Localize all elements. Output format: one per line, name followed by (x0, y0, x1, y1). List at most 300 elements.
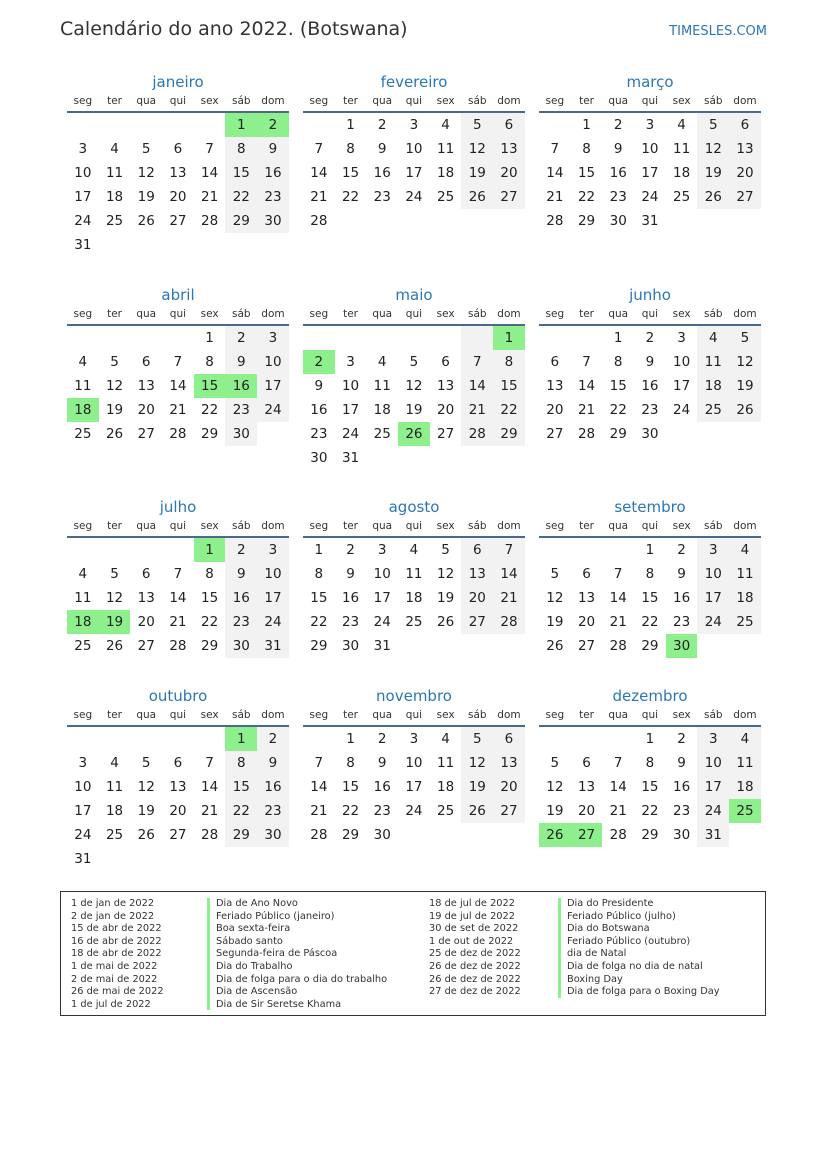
day-cell: 6 (550, 354, 560, 370)
day-cell: 24 (405, 803, 423, 819)
day-cell: 19 (137, 803, 155, 819)
weekday-label: qui (169, 520, 187, 532)
day-cell: 18 (697, 374, 729, 398)
weekday-label: sex (200, 520, 219, 532)
day-cell: 2 (225, 326, 257, 350)
day-cell: 29 (577, 213, 596, 229)
empty-cell (493, 209, 525, 233)
day-cell: 5 (141, 755, 151, 771)
day-cell: 1 (346, 117, 355, 133)
day-cell: 14 (201, 165, 219, 181)
weekday-label: sáb (467, 709, 487, 721)
day-cell: 9 (377, 141, 387, 157)
empty-cell (430, 326, 462, 350)
weekday-label: qua (372, 520, 393, 532)
day-cell: 8 (613, 354, 623, 370)
day-cell: 29 (201, 638, 219, 654)
day-cell: 5 (110, 566, 119, 582)
day-cell: 12 (437, 566, 455, 582)
day-cell: 16 (341, 590, 360, 606)
day-cell: 24 (373, 614, 391, 630)
day-cell: 23 (641, 402, 659, 418)
empty-cell (539, 326, 571, 350)
day-grid (303, 538, 525, 658)
weekday-label: qui (405, 709, 423, 721)
day-grid (539, 326, 761, 446)
weekday-label: sex (436, 95, 455, 107)
day-cell: 17 (257, 586, 289, 610)
day-cell: 3 (645, 117, 655, 133)
month-name: abril (161, 286, 195, 304)
day-cell: 20 (169, 803, 187, 819)
weekday-label: ter (579, 520, 594, 532)
empty-cell (194, 233, 226, 257)
day-cell: 10 (341, 378, 360, 394)
month-maio (303, 286, 525, 470)
legend-date: 25 de dez de 2022 (429, 948, 521, 960)
weekday-label: qui (169, 95, 187, 107)
weekday-label: sex (436, 520, 455, 532)
day-cell: 13 (577, 590, 596, 606)
empty-cell (335, 326, 367, 350)
day-cell: 26 (539, 823, 571, 847)
weekday-label: sáb (703, 520, 723, 532)
day-cell: 12 (546, 779, 564, 795)
day-cell: 29 (310, 638, 328, 654)
day-cell: 6 (582, 755, 591, 771)
day-cell: 24 (74, 213, 92, 229)
empty-cell (67, 326, 99, 350)
weekday-label: seg (73, 308, 93, 320)
month-abril (67, 286, 289, 446)
legend-date: 26 de dez de 2022 (429, 960, 521, 972)
empty-cell (130, 847, 162, 871)
day-cell: 18 (67, 398, 99, 422)
day-cell: 9 (677, 566, 686, 582)
weekday-label: dom (261, 95, 285, 107)
day-cell: 14 (577, 378, 596, 394)
empty-cell (257, 422, 289, 446)
day-cell: 20 (493, 775, 525, 799)
day-cell: 23 (373, 803, 391, 819)
day-cell: 1 (493, 326, 525, 350)
empty-cell (493, 823, 525, 847)
weekday-label: ter (343, 308, 358, 320)
day-cell: 17 (697, 775, 729, 799)
day-cell: 23 (673, 614, 691, 630)
day-cell: 30 (310, 450, 328, 466)
day-cell: 31 (697, 823, 729, 847)
day-cell: 26 (729, 398, 761, 422)
day-cell: 28 (546, 213, 564, 229)
empty-cell (162, 538, 194, 562)
day-cell: 4 (110, 755, 119, 771)
day-cell: 1 (645, 542, 655, 558)
day-grid (67, 113, 289, 257)
weekday-header (67, 519, 289, 538)
legend-date: 26 de dez de 2022 (429, 973, 521, 985)
day-cell: 27 (137, 638, 155, 654)
empty-cell (461, 634, 493, 658)
month-name: junho (629, 286, 671, 304)
day-cell: 22 (609, 402, 627, 418)
day-cell: 5 (729, 326, 761, 350)
legend-names-left (216, 898, 387, 1011)
empty-cell (130, 113, 162, 137)
day-cell: 20 (461, 586, 493, 610)
day-cell: 21 (546, 189, 564, 205)
day-cell: 30 (373, 827, 391, 843)
day-cell: 30 (666, 634, 698, 658)
day-cell: 22 (577, 189, 596, 205)
empty-cell (99, 538, 131, 562)
day-cell: 11 (405, 566, 423, 582)
weekday-header (539, 519, 761, 538)
weekday-header (539, 94, 761, 113)
day-cell: 16 (257, 161, 289, 185)
weekday-label: seg (309, 95, 329, 107)
legend-names-right (567, 898, 720, 999)
weekday-label: dom (261, 520, 285, 532)
weekday-label: seg (545, 520, 565, 532)
day-cell: 26 (105, 638, 124, 654)
legend-date: 1 de mai de 2022 (71, 960, 158, 972)
day-cell: 12 (137, 165, 155, 181)
day-cell: 14 (493, 562, 525, 586)
day-cell: 7 (582, 354, 591, 370)
empty-cell (666, 422, 698, 446)
day-cell: 1 (346, 731, 355, 747)
day-cell: 20 (577, 614, 596, 630)
weekday-label: dom (733, 520, 757, 532)
day-cell: 9 (645, 354, 655, 370)
day-grid (303, 113, 525, 233)
day-cell: 7 (205, 755, 214, 771)
day-cell: 4 (78, 354, 88, 370)
day-cell: 2 (303, 350, 335, 374)
day-cell: 10 (641, 141, 659, 157)
holiday-legend (60, 891, 766, 1016)
day-cell: 9 (346, 566, 355, 582)
day-grid (539, 113, 761, 233)
day-cell: 26 (697, 185, 729, 209)
day-grid (67, 727, 289, 871)
day-cell: 4 (729, 727, 761, 751)
day-cell: 17 (257, 374, 289, 398)
day-cell: 10 (74, 165, 92, 181)
weekday-header (539, 307, 761, 326)
day-cell: 19 (546, 614, 564, 630)
day-cell: 10 (697, 751, 729, 775)
day-cell: 25 (74, 426, 92, 442)
day-cell: 3 (257, 326, 289, 350)
empty-cell (162, 113, 194, 137)
day-cell: 31 (373, 638, 391, 654)
day-cell: 13 (493, 137, 525, 161)
day-cell: 27 (571, 823, 603, 847)
empty-cell (398, 326, 430, 350)
day-cell: 15 (201, 590, 219, 606)
day-cell: 2 (377, 117, 387, 133)
month-novembro (303, 687, 525, 847)
day-cell: 10 (74, 779, 92, 795)
day-cell: 21 (609, 614, 627, 630)
day-cell: 30 (673, 827, 691, 843)
day-cell: 17 (341, 402, 360, 418)
empty-cell (99, 326, 131, 350)
day-cell: 10 (405, 141, 423, 157)
empty-cell (398, 446, 430, 470)
day-cell: 25 (729, 610, 761, 634)
day-cell: 8 (582, 141, 591, 157)
weekday-label: ter (343, 709, 358, 721)
legend-date: 27 de dez de 2022 (429, 986, 521, 998)
day-grid (303, 727, 525, 847)
day-cell: 31 (257, 634, 289, 658)
empty-cell (697, 422, 729, 446)
day-cell: 8 (205, 354, 214, 370)
legend-date: 1 de out de 2022 (429, 935, 514, 947)
empty-cell (430, 823, 462, 847)
weekday-label: sex (200, 709, 219, 721)
day-cell: 25 (405, 614, 423, 630)
day-cell: 22 (341, 189, 360, 205)
day-cell: 16 (257, 775, 289, 799)
day-cell: 4 (729, 538, 761, 562)
empty-cell (303, 113, 335, 137)
day-cell: 2 (677, 542, 686, 558)
weekday-label: qui (641, 520, 659, 532)
weekday-label: qua (608, 709, 629, 721)
day-cell: 16 (225, 586, 257, 610)
month-fevereiro (303, 73, 525, 233)
day-cell: 17 (405, 779, 423, 795)
legend-holiday: Segunda-feira de Páscoa (216, 948, 338, 960)
day-cell: 11 (437, 141, 455, 157)
day-cell: 7 (461, 350, 493, 374)
weekday-label: qua (608, 95, 629, 107)
day-cell: 11 (74, 590, 92, 606)
day-cell: 28 (169, 426, 187, 442)
day-cell: 6 (141, 566, 151, 582)
empty-cell (130, 727, 162, 751)
weekday-label: sáb (703, 95, 723, 107)
day-cell: 12 (729, 350, 761, 374)
empty-cell (493, 446, 525, 470)
day-cell: 16 (225, 374, 257, 398)
weekday-label: qui (405, 308, 423, 320)
empty-cell (130, 233, 162, 257)
empty-cell (729, 422, 761, 446)
day-cell: 1 (194, 538, 226, 562)
legend-holiday: Dia do Trabalho (216, 960, 293, 972)
legend-date: 18 de jul de 2022 (429, 898, 516, 909)
month-name: julho (159, 498, 197, 516)
weekday-label: seg (545, 95, 565, 107)
empty-cell (729, 209, 761, 233)
day-cell: 7 (314, 141, 324, 157)
day-cell: 15 (225, 775, 257, 799)
weekday-header (303, 94, 525, 113)
legend-date: 2 de jan de 2022 (71, 910, 155, 922)
day-cell: 1 (225, 113, 257, 137)
empty-cell (303, 727, 335, 751)
day-cell: 4 (78, 566, 88, 582)
day-cell: 18 (437, 779, 455, 795)
day-cell: 25 (105, 827, 124, 843)
weekday-label: seg (545, 308, 565, 320)
month-julho (67, 498, 289, 658)
empty-cell (303, 326, 335, 350)
legend-date: 18 de abr de 2022 (71, 948, 162, 960)
day-cell: 23 (257, 799, 289, 823)
day-cell: 8 (205, 566, 214, 582)
day-cell: 28 (577, 426, 596, 442)
day-cell: 18 (729, 775, 761, 799)
day-cell: 5 (141, 141, 151, 157)
weekday-label: sex (436, 308, 455, 320)
empty-cell (430, 209, 462, 233)
day-cell: 30 (609, 213, 627, 229)
day-cell: 29 (641, 827, 659, 843)
day-cell: 7 (613, 755, 623, 771)
empty-cell (99, 727, 131, 751)
legend-holiday: Boa sexta-feira (216, 923, 291, 935)
day-cell: 13 (461, 562, 493, 586)
weekday-label: ter (107, 95, 122, 107)
legend-date: 2 de mai de 2022 (71, 973, 158, 985)
day-cell: 8 (225, 137, 257, 161)
legend-holiday: Boxing Day (567, 973, 623, 985)
day-cell: 28 (201, 827, 219, 843)
day-cell: 19 (99, 610, 131, 634)
day-cell: 17 (697, 586, 729, 610)
day-cell: 8 (645, 755, 655, 771)
legend-date: 19 de jul de 2022 (429, 910, 516, 922)
day-cell: 22 (225, 799, 257, 823)
empty-cell (162, 326, 194, 350)
day-cell: 4 (409, 542, 419, 558)
day-cell: 18 (437, 165, 455, 181)
day-cell: 5 (461, 727, 493, 751)
empty-cell (729, 634, 761, 658)
day-cell: 19 (137, 189, 155, 205)
day-cell: 3 (257, 538, 289, 562)
day-cell: 13 (169, 779, 187, 795)
day-cell: 10 (405, 755, 423, 771)
day-cell: 6 (141, 354, 151, 370)
day-cell: 31 (74, 237, 92, 253)
empty-cell (539, 727, 571, 751)
weekday-label: qui (405, 95, 423, 107)
day-cell: 28 (310, 827, 328, 843)
day-cell: 18 (373, 402, 391, 418)
day-cell: 2 (645, 330, 655, 346)
day-cell: 1 (314, 542, 324, 558)
empty-cell (225, 847, 257, 871)
weekday-label: ter (343, 95, 358, 107)
day-cell: 31 (341, 450, 360, 466)
day-cell: 5 (461, 113, 493, 137)
day-cell: 19 (461, 161, 493, 185)
weekday-label: sex (672, 520, 691, 532)
day-cell: 24 (697, 610, 729, 634)
day-cell: 11 (105, 779, 124, 795)
empty-cell (398, 634, 430, 658)
legend-holiday: Dia do Botswana (567, 923, 650, 935)
weekday-label: sex (436, 709, 455, 721)
day-grid (539, 538, 761, 658)
day-cell: 15 (641, 590, 659, 606)
day-cell: 6 (582, 566, 591, 582)
weekday-label: sáb (231, 520, 251, 532)
day-cell: 13 (137, 378, 155, 394)
empty-cell (461, 446, 493, 470)
day-cell: 9 (314, 378, 324, 394)
day-cell: 19 (437, 590, 455, 606)
empty-cell (461, 326, 493, 350)
day-cell: 15 (310, 590, 328, 606)
day-cell: 26 (137, 827, 155, 843)
day-cell: 28 (310, 213, 328, 229)
empty-cell (130, 326, 162, 350)
day-cell: 30 (257, 823, 289, 847)
day-cell: 8 (314, 566, 324, 582)
weekday-header (67, 94, 289, 113)
day-grid (303, 326, 525, 470)
day-cell: 28 (201, 213, 219, 229)
day-cell: 21 (310, 803, 328, 819)
day-cell: 5 (550, 566, 560, 582)
day-cell: 25 (673, 189, 691, 205)
legend-date: 26 de mai de 2022 (71, 986, 164, 998)
day-cell: 16 (673, 590, 691, 606)
day-cell: 3 (346, 354, 355, 370)
month-name: janeiro (152, 73, 204, 91)
day-cell: 26 (137, 213, 155, 229)
weekday-label: sáb (231, 95, 251, 107)
day-cell: 15 (641, 779, 659, 795)
weekday-label: ter (107, 308, 122, 320)
weekday-header (303, 519, 525, 538)
day-cell: 21 (461, 398, 493, 422)
day-cell: 11 (373, 378, 391, 394)
weekday-label: qua (136, 308, 157, 320)
legend-holiday: Dia de folga para o dia do trabalho (216, 973, 388, 985)
day-cell: 12 (461, 751, 493, 775)
day-cell: 11 (697, 350, 729, 374)
day-cell: 20 (493, 161, 525, 185)
weekday-label: dom (497, 520, 521, 532)
day-cell: 23 (225, 610, 257, 634)
month-março (539, 73, 761, 233)
day-cell: 28 (609, 638, 627, 654)
legend-holiday: Dia de folga no dia de natal (567, 960, 703, 972)
day-cell: 27 (137, 426, 155, 442)
site-link[interactable]: TIMESLES.COM (669, 24, 767, 39)
day-cell: 19 (405, 402, 423, 418)
day-cell: 22 (641, 614, 659, 630)
weekday-label: sex (672, 308, 691, 320)
day-cell: 20 (729, 161, 761, 185)
month-agosto (303, 498, 525, 658)
weekday-label: qui (169, 709, 187, 721)
day-cell: 12 (697, 137, 729, 161)
day-cell: 10 (257, 350, 289, 374)
legend-holiday: Dia do Presidente (567, 898, 654, 909)
month-junho (539, 286, 761, 446)
day-cell: 25 (74, 638, 92, 654)
